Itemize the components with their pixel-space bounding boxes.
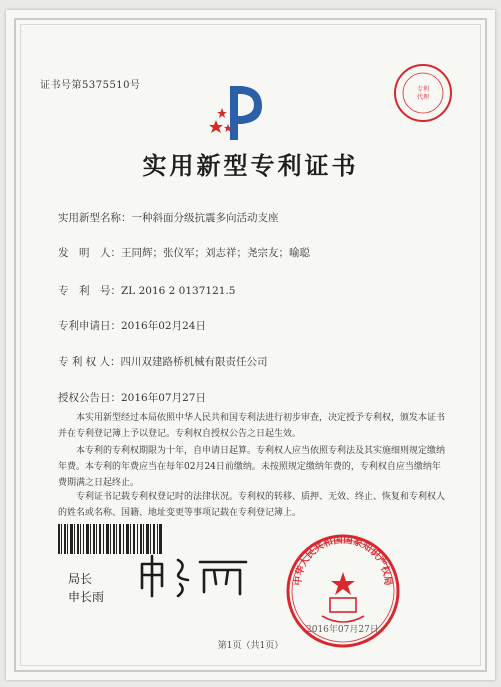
director-name: 申长雨 xyxy=(68,590,105,604)
page-footer: 第1页（共1页） xyxy=(217,641,284,651)
seal-date: 2016年07月27日 xyxy=(306,625,379,635)
cnipa-emblem-icon xyxy=(208,80,272,144)
director-title: 局长 xyxy=(68,572,93,586)
certificate-number: 证书号第5375510号 xyxy=(40,80,141,91)
body-paragraph-1: 本实用新型经过本局依照中华人民共和国专利法进行初步审查，决定授予专利权，颁发本证书并在专利登记簿上予以登记。专利权自授权公告之日起生效。 xyxy=(58,413,446,439)
svg-text:代理: 代理 xyxy=(416,94,430,101)
field-label: 授权公告日： xyxy=(58,392,121,404)
agency-stamp-icon xyxy=(392,62,454,124)
field-grant-date xyxy=(58,390,206,405)
seal-text: 中华人民共和国国家知识产权局 xyxy=(292,534,394,586)
body-paragraph-2: 本专利的专利权期限为十年，自申请日起算。专利权人应当依照专利法及其实施细则规定缴纳年费。本专利的年费应当在每年02月24日前缴纳。未按照规定缴纳年费的，专利权自应当缴纳年费期满之日起终止。 xyxy=(58,446,446,488)
svg-text:专利: 专利 xyxy=(416,86,430,93)
body-paragraph-3: 专利证书记载专利权登记时的法律状况。专利权的转移、质押、无效、终止、恢复和专利权人的姓名或名称、国籍、地址变更等事项记载在专利登记簿上。 xyxy=(58,492,446,518)
field-value: 2016年02月24日 xyxy=(121,320,206,332)
field-value: ZL 2016 2 0137121.5 xyxy=(121,285,236,297)
field-patent-number xyxy=(58,283,235,298)
field-label: 实用新型名称： xyxy=(58,212,132,224)
field-value: 王同辉；张仪军；刘志祥；尧宗友；喻聪 xyxy=(121,247,310,259)
field-label: 专 利 权 人： xyxy=(58,356,121,368)
field-patentee xyxy=(58,354,268,369)
field-value: 四川双建路桥机械有限责任公司 xyxy=(120,356,268,368)
field-value: 一种斜面分级抗震多向活动支座 xyxy=(131,212,279,224)
certificate-title: 实用新型专利证书 xyxy=(142,151,359,180)
field-label: 专 利 号： xyxy=(58,285,121,297)
field-application-date xyxy=(58,318,206,333)
field-value: 2016年07月27日 xyxy=(121,392,206,404)
field-inventors xyxy=(58,245,310,260)
field-label: 专利申请日： xyxy=(58,320,121,332)
director-signature xyxy=(134,550,254,600)
field-label: 发 明 人： xyxy=(58,247,121,259)
field-utility-model-name xyxy=(58,210,279,225)
